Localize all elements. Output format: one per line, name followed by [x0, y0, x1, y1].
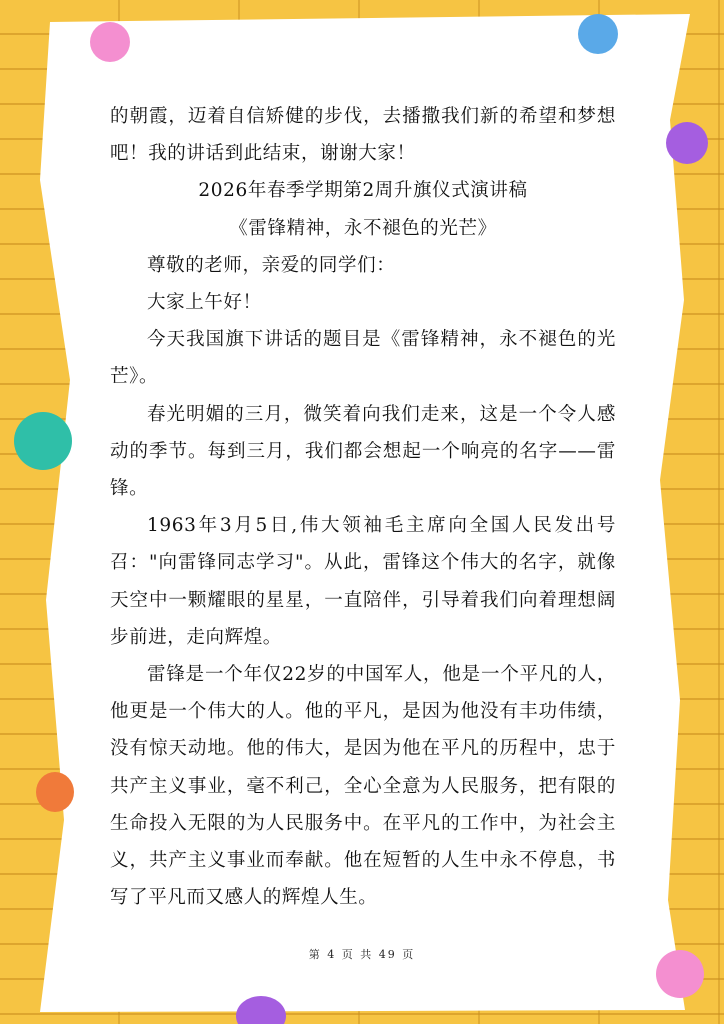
greeting: 大家上午好！ — [147, 292, 262, 314]
teal-dot-left — [14, 412, 72, 470]
purple-dot-right — [666, 122, 708, 164]
paragraph: 今天我国旗下讲话的题目是《雷锋精神，永不褪色的光芒》。 — [110, 329, 616, 388]
speech-title: 《雷锋精神，永不褪色的光芒》 — [229, 217, 497, 239]
paragraph: 雷锋是一个年仅22岁的中国军人，他是一个平凡的人，他更是一个伟大的人。他的平凡，是因为他没有丰功伟绩，没有惊天动地。他的伟大，是因为他在平凡的历程中，忠于共产主义事业，毫不利己，全心全意为人民服务，把有限的生命投入无限的为人民服务中。在平凡的工作中，为社会主义，共产主义事业而奉献。他在短暂的人生中永不停息，书写了平凡而又感人的辉煌人生。 — [110, 664, 616, 909]
paragraph: 春光明媚的三月，微笑着向我们走来，这是一个令人感动的季节。每到三月，我们都会想起一个响亮的名字——雷锋。 — [110, 403, 616, 500]
speech-text — [110, 98, 616, 916]
page-footer: 第 4 页 共 49 页 — [308, 948, 416, 961]
salutation: 尊敬的老师，亲爱的同学们： — [147, 254, 396, 276]
pink-dot-top-left — [90, 22, 130, 62]
orange-dot-left — [36, 772, 74, 812]
paragraph: 1963年3月5日,伟大领袖毛主席向全国人民发出号召："向雷锋同志学习"。从此，雷锋这个伟大的名字，就像天空中一颗耀眼的星星，一直陪伴，引导着我们向着理想阔步前进，走向辉煌。 — [110, 515, 616, 648]
speech-heading: 2026年春季学期第2周升旗仪式演讲稿 — [198, 180, 528, 202]
paragraph-continued: 的朝霞，迈着自信矫健的步伐，去播撒我们新的希望和梦想吧！我的讲话到此结束，谢谢大家！ — [110, 106, 616, 165]
blue-dot-top-right — [578, 14, 618, 54]
